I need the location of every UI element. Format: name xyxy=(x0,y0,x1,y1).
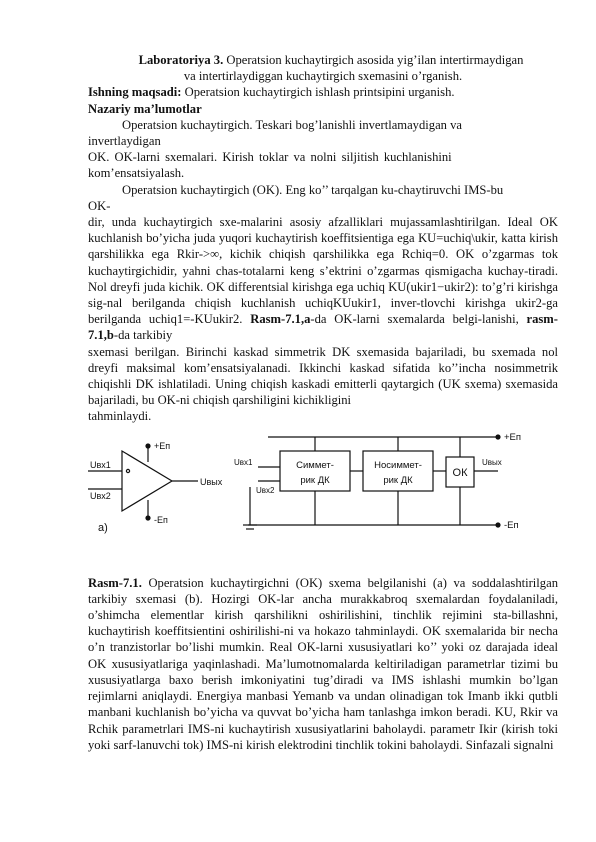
p2-line1: Operatsion kuchaytirgich (OK). Eng ko’’ tarqalgan ku-chaytiruvchi IMS-bu xyxy=(122,182,504,197)
caption-text: Operatsion kuchaytirgichni (OK) sxema belgilanishi (a) va soddalashtirilgan tarkibiy sxemasi (b). Hozirgi OK-lar ancha murakkabroq sxemalardan foydalaniladi, o’shimcha elementlar kirish qarshilikni oshirilishini, tinchlik rejimini sta-billashni, kuchaytirish koeffitsientini oshirilishi-ni va hokazo tahminlaydi. OK sxemalarida bir necha o’n tranzistorlar bo’lishi mumkin. Real OK-larni xususiyatlari ko’’ yoki oz darajada ideal OK xususiyatlariga yaqinlashadi. Ma’lumotnomalarda keltiriladigan parametrlar tizimi bu xususiyatlarga baxo berish imkoniyatini tug’diradi va IMS ishlashi mumkin bo’lgan rejimlarni aniqlaydi. Energiya manbasi Yemanb va undan olinadigan tok Imanb ikki qutbli manbani kuchlanish bo’yicha va quvvat bo’yicha ham tanlashga imkon beradi. KU, Rkir va Rchik parametrlari IMS-ni kuchaytirish xususiyatlarini baholaydi. parametr Ikir (kirish toki yoki sarf-lanuvchi tok) IMS-ni kirish elektrodini tinchlik tokini baholaydi. Sinfazali signalni xyxy=(88,575,558,752)
b-block2-line1: Носиммет- xyxy=(374,459,422,471)
a-plus-label: +Eп xyxy=(154,440,171,451)
b-block1-line2: рик ДК xyxy=(300,474,330,486)
a-input2-label: Uвх2 xyxy=(90,490,111,501)
b-block3-label: ОК xyxy=(452,466,468,479)
p2-body-text: dir, unda kuchaytirgich sxe-malarini asosiy afzalliklari mujassamlashtirilgan. Ideal OK kuchlanish bo’yicha juda yuqori kuchaytirish koeffitsientiga ega KU=uchiq\ukir, katta kirish qarshilikka ega Rkir->∞, kichik chiqish qarshilikka ega Rchiq=0. OK o’zgarmas tok kuchaytirgichidir, yahni chas-totalarni keng s’ektrini o’zgarmas qismigacha kuchay-tiradi. Nol dreyfi juda kichik. OK differentsial kirishga ega uchiq KU(ukir1−ukir2): to’g’ri kirishga sig-nal berilganda chiqish kuchlanish uchiqKUukir1, inver-tlovchi kirishga ukir2-ga berilganda uchiq1=-KUukir2. xyxy=(88,215,558,327)
figure-diagram xyxy=(88,427,558,559)
b-block1-line1: Симмет- xyxy=(296,459,334,471)
p1-line3: OK. OK-larni sxemalari. Kirish toklar va nolni siljitish kuchlanishini xyxy=(88,150,452,165)
title-lab-number: Laboratoriya 3. xyxy=(138,53,224,67)
theory-heading xyxy=(88,101,558,117)
a-opamp-triangle xyxy=(122,451,172,511)
p2-mid-text: -da OK-larni sxemalarda belgi-lanishi, xyxy=(310,312,519,327)
b-input1-label: Uвх1 xyxy=(234,457,253,467)
p1-line4: kom’ensatsiyalash. xyxy=(88,166,185,181)
title-text: Operatsion kuchaytirgich asosida yig’ilan intertirmaydigan xyxy=(223,53,524,67)
a-input1-label: Uвх1 xyxy=(90,459,111,470)
a-output-label: Uвых xyxy=(200,476,223,487)
figure-ref-b: rasm-7.1,b xyxy=(88,312,558,343)
a-caption-letter: a) xyxy=(98,521,108,534)
document-page xyxy=(88,52,558,753)
p2-body xyxy=(88,214,558,344)
figure-7-1 xyxy=(88,427,558,559)
b-output-label: Uвых xyxy=(482,457,502,467)
p1-line1: Operatsion kuchaytirgich. Teskari bog’lanishli invertlamaydigan va xyxy=(122,117,462,132)
figure-a xyxy=(88,444,198,520)
document-title xyxy=(88,52,558,68)
b-block2-line2: рик ДК xyxy=(383,474,413,486)
b-input2-label: Uвх2 xyxy=(256,485,275,495)
caption-label: Rasm-7.1. xyxy=(88,575,142,590)
a-minus-label: -Eп xyxy=(154,514,168,525)
goal-line xyxy=(88,84,558,100)
theory-heading-text: Nazariy ma’lumotlar xyxy=(88,101,202,116)
p3-last: tahminlaydi. xyxy=(88,409,152,424)
figure-b xyxy=(243,435,500,529)
figure-ref-a: Rasm-7.1,a xyxy=(250,312,311,327)
p3-body: sxemasi berilgan. Birinchi kaskad simmetrik DK sxemasida bajariladi, bu sxemada nol dreyfi maksimal kom’ensatsiyalanadi. Ikkinchi kaskad sifatida ko’’incha nosimmetrik chiqishli DK ishlatiladi. Uning chiqish kaskadi emitterli qaytargich (UK sxema) sxemasida bajariladi, bu OK-ni chiqish qarshiligini kichikligini xyxy=(88,344,558,408)
p2-line2: OK- xyxy=(88,198,111,213)
goal-text: Operatsion kuchaytirgich ishlash printsipini urganish. xyxy=(181,85,455,100)
b-minus-label: -Eп xyxy=(504,519,519,531)
b-plus-label: +Eп xyxy=(504,431,522,443)
p1-line2: invertlaydigan xyxy=(88,134,161,149)
figure-caption xyxy=(88,575,558,753)
document-title-line2: va intertirlaydiggan kuchaytirgich sxemasini o’rganish. xyxy=(183,69,463,84)
p2-tail-text: -da tarkibiy xyxy=(113,328,173,343)
goal-label: Ishning maqsadi: xyxy=(88,85,182,100)
